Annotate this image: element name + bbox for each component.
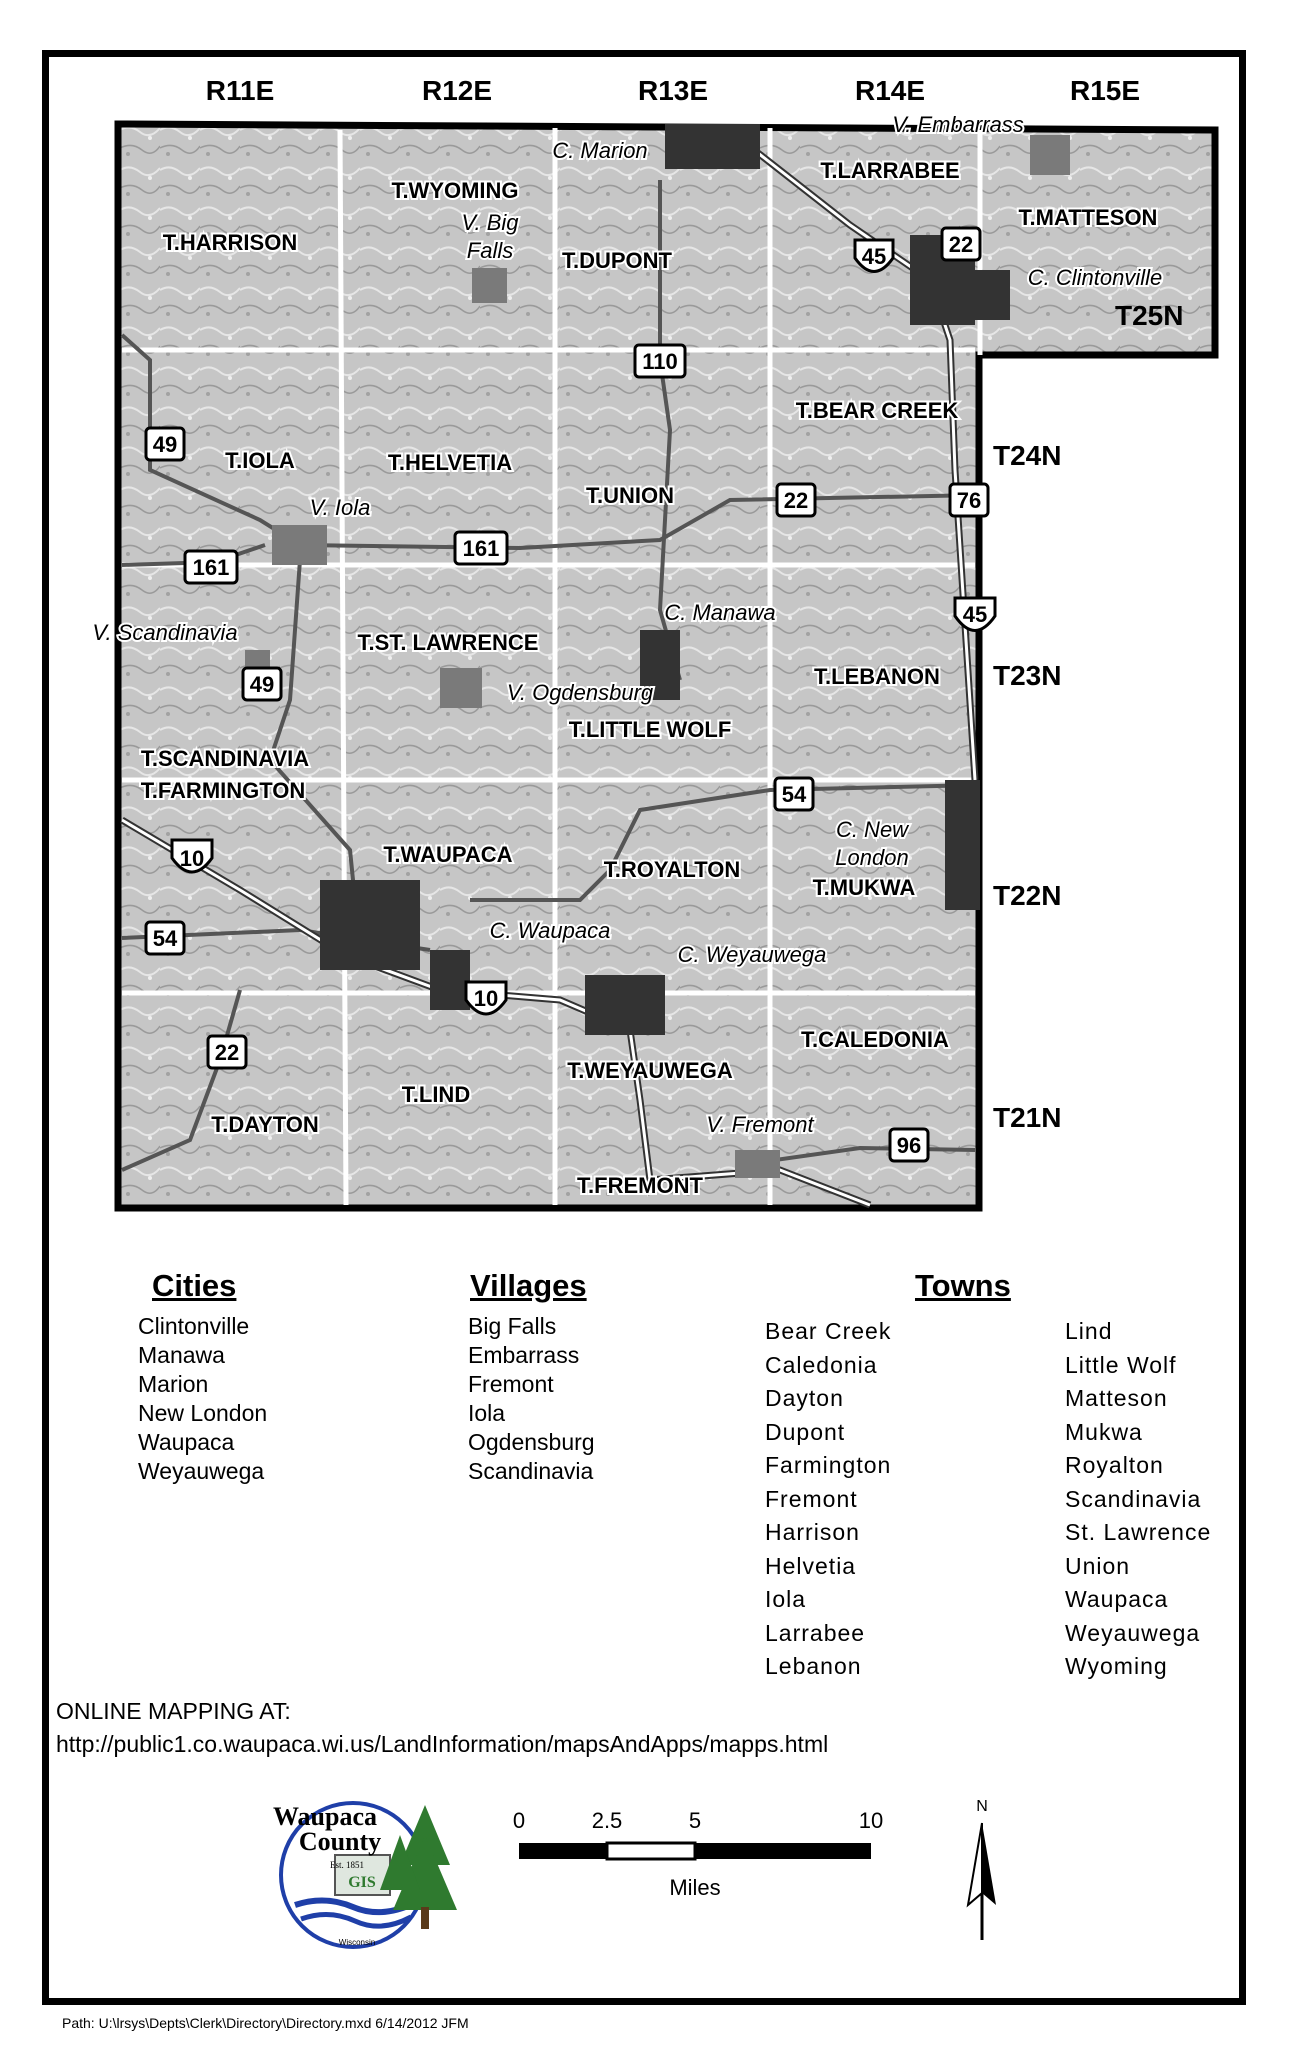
legend-villages-list bbox=[468, 1312, 595, 1486]
place-label: C. Marion bbox=[552, 138, 648, 163]
tier-label-t25n: T25N bbox=[1115, 300, 1184, 331]
legend-town-item: Wyoming bbox=[1065, 1653, 1168, 1679]
legend-town-item: Harrison bbox=[765, 1519, 860, 1545]
town-label: T.WAUPACA bbox=[383, 842, 513, 867]
svg-text:96: 96 bbox=[896, 1133, 922, 1158]
legend-town-item: Mukwa bbox=[1065, 1418, 1143, 1445]
highway-shield-22 bbox=[942, 228, 980, 260]
waupaca-county-gis-logo bbox=[265, 1795, 475, 1955]
place-label: V. Big bbox=[461, 210, 519, 235]
place-label: C. Weyauwega bbox=[677, 942, 827, 967]
north-arrow-icon bbox=[960, 1795, 1010, 1945]
legend-town-item: Lind bbox=[1065, 1318, 1113, 1344]
place-label: V. Iola bbox=[309, 495, 371, 520]
town-label: T.WEYAUWEGA bbox=[567, 1058, 733, 1083]
place-label: V. Fremont bbox=[706, 1112, 814, 1137]
legend-village-item: Big Falls bbox=[468, 1313, 557, 1339]
svg-text:54: 54 bbox=[152, 926, 178, 951]
scale-tick-label: 5 bbox=[688, 1808, 702, 1833]
highway-shield-54 bbox=[775, 778, 813, 810]
range-label-r15e: R15E bbox=[1069, 75, 1141, 106]
svg-text:10: 10 bbox=[473, 986, 499, 1011]
place-label: C. New bbox=[835, 817, 909, 842]
range-label-r12e: R12E bbox=[421, 75, 493, 106]
town-label: T.ST. LAWRENCE bbox=[357, 630, 539, 655]
place-label: Falls bbox=[466, 238, 514, 263]
legend-city-item: New London bbox=[138, 1400, 268, 1426]
scale-tick-label: 10 bbox=[858, 1808, 884, 1833]
scale-tick-label: 2.5 bbox=[591, 1808, 623, 1833]
town-label: T.LARRABEE bbox=[820, 158, 960, 183]
svg-text:161: 161 bbox=[192, 555, 230, 580]
highway-shield-110 bbox=[635, 345, 685, 377]
file-path: Path: U:\lrsys\Depts\Clerk\Directory\Directory.mxd 6/14/2012 JFM bbox=[62, 2015, 469, 2031]
tier-label-t22n: T22N bbox=[993, 880, 1062, 911]
legend-town-item: Lebanon bbox=[765, 1653, 862, 1679]
highway-shield-76 bbox=[950, 484, 988, 516]
legend-town-item: Fremont bbox=[765, 1485, 858, 1512]
svg-text:49: 49 bbox=[152, 432, 178, 457]
town-label: T.UNION bbox=[586, 483, 674, 508]
svg-text:110: 110 bbox=[642, 349, 678, 374]
town-label: T.HARRISON bbox=[162, 230, 298, 255]
logo-line2: County bbox=[298, 1827, 382, 1856]
legend-town-item: Waupaca bbox=[1065, 1586, 1169, 1612]
town-label: T.BEAR CREEK bbox=[795, 398, 959, 423]
legend-town-item: Little Wolf bbox=[1065, 1351, 1177, 1378]
place-label: C. Clintonville bbox=[1027, 265, 1163, 290]
town-label: T.FARMINGTON bbox=[140, 778, 306, 803]
legend-cities-title: Cities bbox=[152, 1268, 237, 1303]
town-label: T.FREMONT bbox=[577, 1173, 703, 1198]
legend-town-item: Helvetia bbox=[765, 1552, 857, 1579]
place-label: V. Embarrass bbox=[892, 112, 1024, 137]
scale-bar bbox=[505, 1795, 905, 1905]
logo-line1: Waupaca bbox=[272, 1802, 378, 1831]
legend-town-item: Royalton bbox=[1065, 1452, 1164, 1478]
legend-town-item: Matteson bbox=[1065, 1385, 1168, 1411]
legend-town-item: Caledonia bbox=[765, 1351, 878, 1378]
tier-label-t21n: T21N bbox=[993, 1102, 1062, 1133]
range-label-r13e: R13E bbox=[637, 75, 709, 106]
highway-shield-54 bbox=[146, 922, 184, 954]
svg-text:76: 76 bbox=[956, 488, 982, 513]
range-label-r14e: R14E bbox=[854, 75, 926, 106]
town-label: T.MUKWA bbox=[812, 875, 916, 900]
scale-unit: Miles bbox=[669, 1875, 721, 1900]
town-label: T.DUPONT bbox=[562, 248, 672, 273]
svg-text:22: 22 bbox=[214, 1040, 240, 1065]
legend-towns-title: Towns bbox=[915, 1268, 1011, 1303]
logo-gis: GIS bbox=[348, 1874, 376, 1891]
svg-text:54: 54 bbox=[781, 782, 807, 807]
legend-village-item: Fremont bbox=[468, 1371, 554, 1397]
town-label: T.CALEDONIA bbox=[801, 1027, 949, 1052]
legend-town-item: Larrabee bbox=[765, 1619, 866, 1646]
highway-shield-22 bbox=[208, 1036, 246, 1068]
legend-town-item: St. Lawrence bbox=[1065, 1519, 1212, 1545]
legend-town-item: Bear Creek bbox=[765, 1318, 892, 1344]
highway-shield-45 bbox=[855, 240, 893, 272]
scale-tick-label: 0 bbox=[512, 1808, 526, 1833]
legend-town-item: Farmington bbox=[765, 1452, 892, 1478]
svg-text:49: 49 bbox=[249, 672, 275, 697]
tier-label-t24n: T24N bbox=[993, 440, 1062, 471]
highway-shield-22 bbox=[777, 484, 815, 516]
legend-town-item: Weyauwega bbox=[1065, 1619, 1201, 1646]
place-label: V. Ogdensburg bbox=[506, 680, 654, 705]
svg-text:45: 45 bbox=[962, 602, 988, 627]
town-label: T.SCANDINAVIA bbox=[140, 746, 310, 771]
highway-shield-161 bbox=[185, 551, 237, 583]
town-label: T.DAYTON bbox=[211, 1112, 319, 1137]
legend-city-item: Manawa bbox=[138, 1342, 225, 1368]
place-label: London bbox=[835, 845, 909, 870]
legend-city-item: Clintonville bbox=[138, 1313, 250, 1339]
legend-town-item: Iola bbox=[765, 1586, 807, 1612]
legend-village-item: Ogdensburg bbox=[468, 1429, 595, 1455]
place-label: V. Scandinavia bbox=[92, 620, 238, 645]
town-label: T.LITTLE WOLF bbox=[568, 717, 732, 742]
online-mapping-url[interactable]: http://public1.co.waupaca.wi.us/LandInformation/mapsAndApps/mapps.html bbox=[56, 1731, 829, 1757]
town-label: T.MATTESON bbox=[1018, 205, 1158, 230]
town-label: T.HELVETIA bbox=[387, 450, 513, 475]
legend-village-item: Iola bbox=[468, 1400, 506, 1426]
town-label: T.LIND bbox=[401, 1082, 471, 1107]
svg-text:22: 22 bbox=[783, 488, 809, 513]
online-mapping bbox=[56, 1695, 828, 1761]
legend-villages-title: Villages bbox=[470, 1268, 587, 1303]
highway-shield-96 bbox=[890, 1129, 928, 1161]
highway-shield-49 bbox=[146, 428, 184, 460]
legend-city-item: Waupaca bbox=[138, 1429, 235, 1455]
legend-towns-list-2 bbox=[1065, 1315, 1211, 1684]
highway-shield-161 bbox=[455, 532, 507, 564]
svg-text:45: 45 bbox=[861, 244, 887, 269]
legend-city-item: Marion bbox=[138, 1371, 209, 1397]
town-label: T.LEBANON bbox=[814, 664, 940, 689]
legend-city-item: Weyauwega bbox=[138, 1458, 265, 1484]
place-label: C. Manawa bbox=[664, 600, 776, 625]
legend-town-item: Dupont bbox=[765, 1418, 846, 1445]
town-label: T.IOLA bbox=[225, 448, 295, 473]
town-label: T.WYOMING bbox=[391, 178, 519, 203]
svg-text:22: 22 bbox=[948, 232, 974, 257]
legend-cities-list bbox=[138, 1312, 267, 1486]
north-label: N bbox=[976, 1798, 988, 1815]
logo-state: Wisconsin bbox=[338, 1938, 376, 1947]
online-mapping-label: ONLINE MAPPING AT: bbox=[56, 1698, 291, 1724]
range-label-r11e: R11E bbox=[205, 75, 275, 106]
legend-town-item: Scandinavia bbox=[1065, 1485, 1202, 1512]
place-label: C. Waupaca bbox=[489, 918, 611, 943]
town-label: T.ROYALTON bbox=[603, 857, 741, 882]
legend-town-item: Dayton bbox=[765, 1385, 844, 1411]
svg-text:10: 10 bbox=[179, 846, 205, 871]
svg-text:161: 161 bbox=[462, 536, 500, 561]
highway-shield-49 bbox=[243, 668, 281, 700]
logo-est: Est. 1851 bbox=[329, 1860, 365, 1870]
legend-village-item: Embarrass bbox=[468, 1342, 580, 1368]
legend-town-item: Union bbox=[1065, 1552, 1131, 1579]
legend-towns-list-1 bbox=[765, 1315, 891, 1684]
tier-label-t23n: T23N bbox=[993, 660, 1062, 691]
legend-village-item: Scandinavia bbox=[468, 1458, 594, 1484]
